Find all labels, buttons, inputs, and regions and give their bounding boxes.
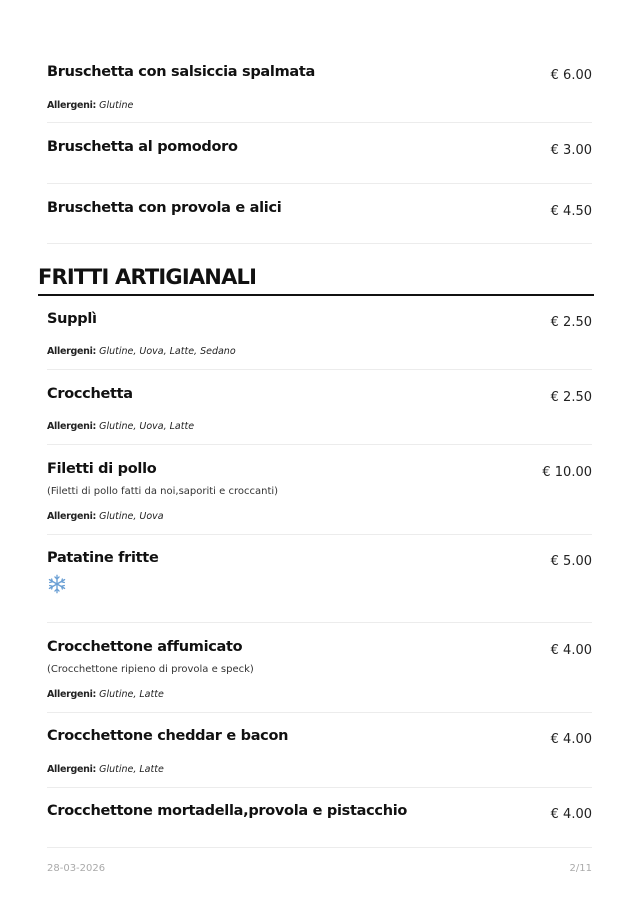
item-price: € 4.00 <box>550 807 592 822</box>
allergens-value: Glutine, Uova, Latte, Sedano <box>99 346 236 357</box>
item-allergens <box>47 511 164 522</box>
divider <box>47 444 592 445</box>
menu-item <box>47 386 592 436</box>
item-price: € 4.50 <box>550 204 592 219</box>
item-price: € 3.00 <box>550 143 592 158</box>
allergens-label: Allergeni: <box>47 689 97 700</box>
item-name: Crocchettone cheddar e bacon <box>47 728 289 744</box>
divider <box>47 712 592 713</box>
item-name: Filetti di pollo <box>47 461 157 477</box>
item-price: € 4.00 <box>550 643 592 658</box>
snowflake-icon <box>47 574 67 594</box>
item-price: € 10.00 <box>542 465 592 480</box>
divider <box>47 183 592 184</box>
menu-item <box>47 728 592 778</box>
item-price: € 6.00 <box>550 68 592 83</box>
menu-item <box>47 139 592 169</box>
item-price: € 2.50 <box>550 390 592 405</box>
item-name: Patatine fritte <box>47 550 159 566</box>
item-price: € 2.50 <box>550 315 592 330</box>
item-name: Bruschetta al pomodoro <box>47 139 238 155</box>
item-allergens <box>47 346 236 357</box>
allergens-value: Glutine, Uova, Latte <box>99 421 195 432</box>
item-description: (Filetti di pollo fatti da noi,saporiti e croccanti) <box>47 486 279 497</box>
footer-date: 28-03-2026 <box>47 863 106 874</box>
allergens-label: Allergeni: <box>47 346 97 357</box>
item-name: Supplì <box>47 311 97 327</box>
menu-item <box>47 200 592 230</box>
allergens-value: Glutine, Latte <box>99 689 164 700</box>
item-allergens <box>47 764 164 775</box>
item-name: Bruschetta con salsiccia spalmata <box>47 64 315 80</box>
menu-item <box>47 550 592 610</box>
divider <box>47 622 592 623</box>
allergens-value: Glutine, Uova <box>99 511 164 522</box>
menu-item <box>47 803 592 833</box>
allergens-value: Glutine <box>99 100 134 111</box>
item-allergens <box>47 689 164 700</box>
allergens-label: Allergeni: <box>47 511 97 522</box>
item-price: € 5.00 <box>550 554 592 569</box>
divider <box>47 787 592 788</box>
menu-item <box>47 461 592 531</box>
item-name: Crocchettone affumicato <box>47 639 243 655</box>
allergens-label: Allergeni: <box>47 421 97 432</box>
section-title: FRITTI ARTIGIANALI <box>38 265 257 289</box>
allergens-label: Allergeni: <box>47 764 97 775</box>
divider <box>47 534 592 535</box>
divider <box>47 243 592 244</box>
item-name: Bruschetta con provola e alici <box>47 200 282 216</box>
item-allergens <box>47 421 194 432</box>
divider <box>47 122 592 123</box>
item-price: € 4.00 <box>550 732 592 747</box>
menu-item <box>47 639 592 709</box>
divider <box>47 369 592 370</box>
divider <box>47 847 592 848</box>
menu-item <box>47 64 592 114</box>
item-allergens <box>47 100 133 111</box>
item-description: (Crocchettone ripieno di provola e speck) <box>47 664 254 675</box>
item-name: Crocchetta <box>47 386 133 402</box>
section-rule <box>38 294 594 296</box>
item-name: Crocchettone mortadella,provola e pistacchio <box>47 803 408 819</box>
allergens-value: Glutine, Latte <box>99 764 164 775</box>
menu-item <box>47 311 592 361</box>
allergens-label: Allergeni: <box>47 100 97 111</box>
footer-page-number: 2/11 <box>569 863 592 874</box>
